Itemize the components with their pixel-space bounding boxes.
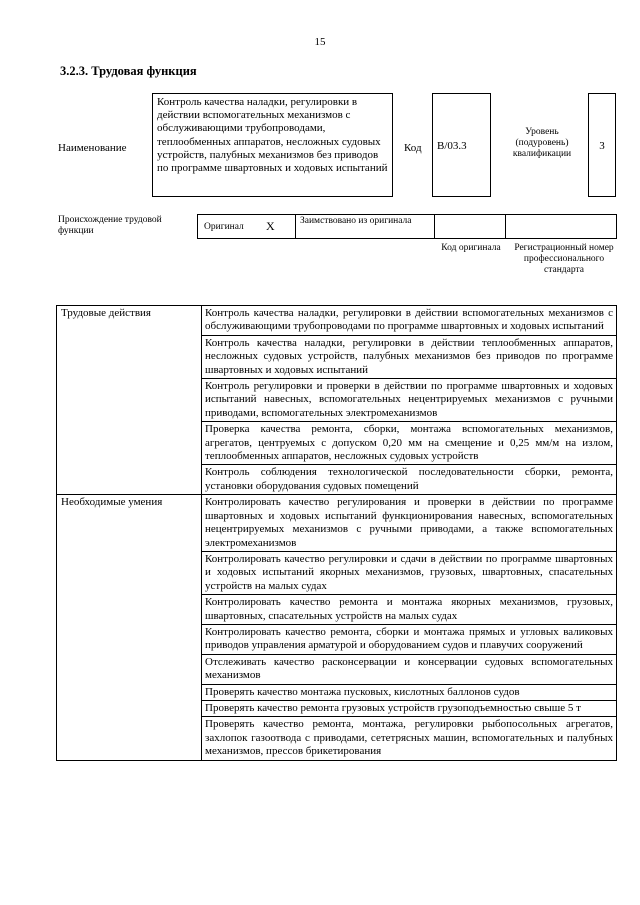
- table-row: [57, 306, 617, 336]
- table-cell: Контроль соблюдения технологической последовательности сборки, ремонта, установки оборудования судовых помещений: [202, 465, 617, 495]
- table-cell: Контролировать качество ремонта, сборки и монтажа прямых и угловых валиковых приводов управления арматурой и оборудованием судов и плавучих сооружений: [202, 624, 617, 654]
- page-number: 15: [314, 36, 326, 48]
- code-label: Код: [404, 142, 422, 154]
- origin-table: [197, 214, 617, 239]
- level-box: [588, 93, 616, 197]
- row-label: Трудовые действия: [57, 306, 202, 495]
- original-mark: X: [266, 219, 275, 233]
- table-cell: Контроль регулировки и проверки в действии по программе швартовных и ходовых испытаний навесных, вспомогательных нецентрируемых механизмов с ручными приводами, вспомогательных электромеханизмов: [202, 379, 617, 422]
- code-caption: Код оригинала: [441, 243, 501, 253]
- reg-number-cell: [506, 215, 616, 238]
- origin-label: Происхождение трудовой функции: [58, 215, 162, 236]
- table-cell: Проверять качество монтажа пусковых, кислотных баллонов судов: [202, 684, 617, 700]
- table-cell: Контролировать качество регулирования и проверки в действии по программе швартовных и ходовых испытаний функционирования навесных, вспомогательных нецентрируемых механизмов с ручными приводами, а также вспомогательных электромеханизмов: [202, 495, 617, 552]
- level-label: Уровень (подуровень) квалификации: [512, 127, 572, 159]
- origin-code-cell: [435, 215, 506, 238]
- borrowed-cell: [296, 215, 435, 238]
- table-cell: Проверять качество ремонта грузовых устройств грузоподъемностью свыше 5 т: [202, 700, 617, 716]
- table-cell: Контроль качества наладки, регулировки в действии теплообменных аппаратов, несложных судовых устройств, палубных механизмов без приводов по программе швартовных и ходовых испытаний: [202, 335, 617, 378]
- page-bottom-margin: [0, 860, 640, 905]
- code-value: B/03.3: [437, 140, 467, 152]
- table-cell: Контролировать качество ремонта и монтажа якорных механизмов, грузовых, швартовных, спасательных устройств на малых судах: [202, 595, 617, 625]
- table-cell: Контроль качества наладки, регулировки в действии вспомогательных механизмов с обслуживающими трубопроводами по программе швартовных и ходовых испытаний: [202, 306, 617, 336]
- table-cell: Проверка качества ремонта, сборки, монтажа вспомогательных механизмов, агрегатов, центруемых с допуском 0,20 мм на смещение и 0,25 мм/м на излом, теплообменных аппаратов, несложных судовых устройств: [202, 422, 617, 465]
- borrowed-label: Заимствовано из оригинала: [300, 216, 412, 226]
- function-details-table: [56, 305, 617, 761]
- reg-caption: Регистрационный номер профессионального стандарта: [514, 243, 614, 275]
- name-label: Наименование: [58, 142, 127, 154]
- table-cell: Проверять качество ремонта, монтажа, регулировки рыбопосольных агрегатов, захлопок газоотвода с приводами, сететрясных машин, вспомогательных и палубных механизмов, прессов брикетирования: [202, 717, 617, 760]
- level-value: 3: [599, 140, 605, 152]
- code-box: [432, 93, 491, 197]
- table-row: [57, 495, 617, 552]
- row-label: Необходимые умения: [57, 495, 202, 760]
- original-cell: [198, 215, 296, 238]
- table-cell: Отслеживать качество расконсервации и консервации судовых вспомогательных механизмов: [202, 654, 617, 684]
- section-title: 3.2.3. Трудовая функция: [60, 64, 197, 78]
- original-label: Оригинал: [204, 222, 244, 232]
- function-name-box: Контроль качества наладки, регулировки в действии вспомогательных механизмов с обслуживающими трубопроводами, теплообменных аппаратов, несложных судовых устройств, палубных механизмов без приводов по программе швартовных и ходовых испытаний: [152, 93, 393, 197]
- table-cell: Контролировать качество регулировки и сдачи в действии по программе швартовных и ходовых испытаний якорных механизмов, грузовых, швартовных, спасательных устройств на малых судах: [202, 551, 617, 594]
